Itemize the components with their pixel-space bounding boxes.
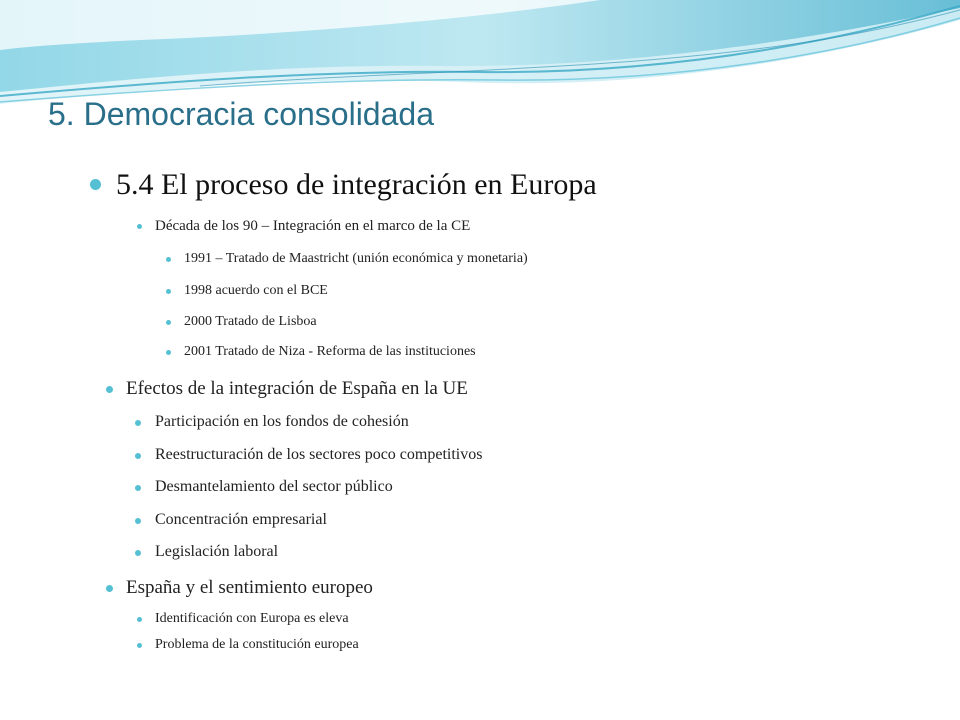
bullet-dot-icon [106,585,113,592]
bullet-dot-icon [135,453,141,459]
bullet-dot-icon [137,643,142,648]
bullet-text: 1998 acuerdo con el BCE [184,283,328,298]
bullet-dot-icon [106,386,113,393]
bullet-dot-icon [90,179,101,190]
bullet-dot-icon [137,224,142,229]
bullet-text: 2000 Tratado de Lisboa [184,314,317,329]
bullet-dot-icon [166,257,171,262]
bullet-text: 2001 Tratado de Niza - Reforma de las instituciones [184,344,476,359]
bullet-dot-icon [166,350,171,355]
bullet-dot-icon [135,420,141,426]
bullet-text: 5.4 El proceso de integración en Europa [116,168,597,201]
bullet-text: Reestructuración de los sectores poco competitivos [155,446,483,463]
bullet-dot-icon [135,485,141,491]
bullet-text: España y el sentimiento europeo [126,577,373,598]
bullet-text: Identificación con Europa es eleva [155,611,349,626]
bullet-text: Problema de la constitución europea [155,637,359,652]
bullet-text: 1991 – Tratado de Maastricht (unión económica y monetaria) [184,251,528,266]
bullet-text: Efectos de la integración de España en la UE [126,378,468,399]
bullet-text: Concentración empresarial [155,511,327,528]
bullet-dot-icon [137,617,142,622]
bullet-text: Legislación laboral [155,543,279,560]
bullet-dot-icon [135,550,141,556]
bullet-text: Participación en los fondos de cohesión [155,413,409,430]
bullet-dot-icon [166,320,171,325]
slide-title: 5. Democracia consolidada [48,96,434,132]
bullet-text: Desmantelamiento del sector público [155,478,393,495]
bullet-dot-icon [135,518,141,524]
bullet-text: Década de los 90 – Integración en el marco de la CE [155,218,471,234]
bullet-dot-icon [166,289,171,294]
